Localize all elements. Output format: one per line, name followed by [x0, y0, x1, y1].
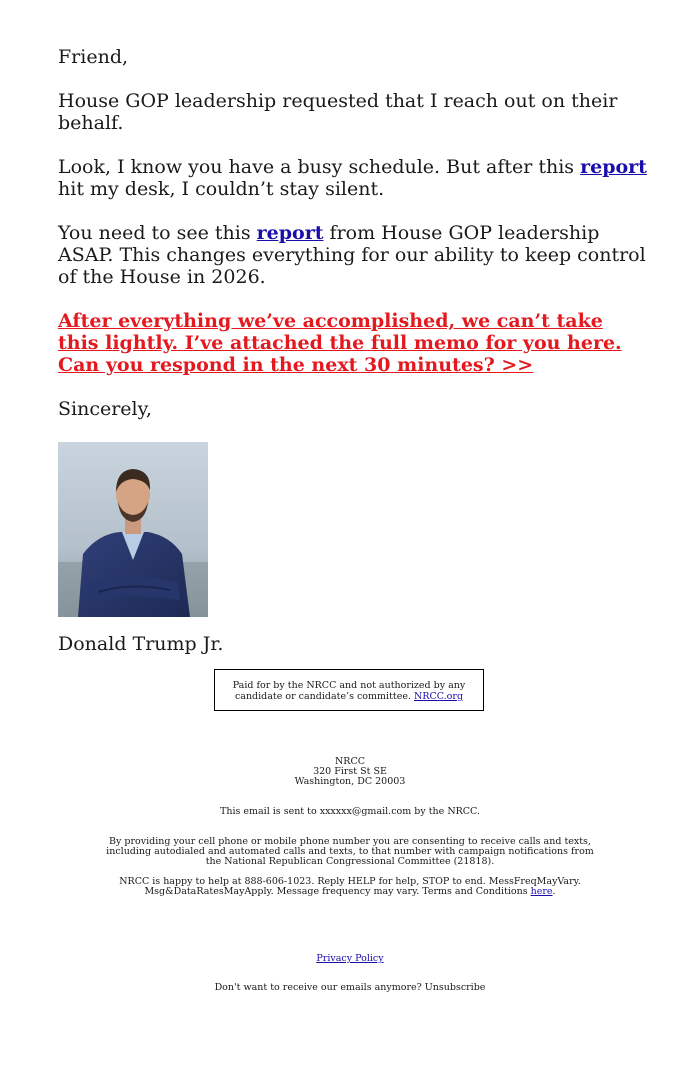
greeting: Friend, [58, 46, 129, 68]
footer-org: NRCC [334, 756, 365, 767]
disclaimer-text: Paid for by the NRCC and not authorized by any candidate or candidate’s committee. [232, 680, 466, 702]
paragraph-2 [58, 156, 648, 200]
footer-consent: By providing your cell phone or mobile phone number you are consenting to receive calls and texts, including autodialed and automated calls and texts, to that number with campaign notifications from the National Republican Congressional Committee (21818). [106, 836, 594, 867]
paragraph-3-text-b: from House GOP leadership ASAP. This changes everything for our ability to keep control of the House in 2026. [58, 222, 646, 288]
footer-unsubscribe[interactable]: Don't want to receive our emails anymore? Unsubscribe [214, 982, 486, 993]
footer-address [90, 757, 610, 787]
signature: Donald Trump Jr. [58, 633, 224, 655]
footer-help-text: NRCC is happy to help at 888-606-1023. Reply HELP for help, STOP to end. MessFreqMayVary. Msg&DataRatesMayApply. Message frequency may vary. Terms and Conditions [119, 876, 581, 897]
cta-link[interactable]: After everything we’ve accomplished, we can’t take this lightly. I’ve attached the full memo for you here. Can you respond in the next 30 minutes? >> [58, 310, 622, 376]
paragraph-3 [58, 222, 648, 288]
paragraph-2-text-a: Look, I know you have a busy schedule. But after this [58, 156, 581, 178]
report-link-2[interactable]: report [256, 222, 324, 244]
paid-for-disclaimer [214, 669, 484, 711]
paragraph-1: House GOP leadership requested that I reach out on their behalf. [58, 90, 618, 134]
report-link-1[interactable]: report [580, 156, 647, 178]
signer-photo [58, 442, 208, 617]
footer-help-end: . [552, 886, 556, 897]
email-body [58, 46, 648, 657]
paragraph-2-text-b: hit my desk, I couldn’t stay silent. [58, 178, 385, 200]
privacy-policy-link[interactable]: Privacy Policy [316, 953, 384, 964]
paragraph-3-text-a: You need to see this [58, 222, 257, 244]
footer-address-line-1: 320 First St SE [313, 766, 387, 777]
terms-link[interactable]: here [530, 886, 553, 897]
footer-privacy [90, 954, 610, 964]
footer-sent-to: This email is sent to xxxxxx@gmail.com by the NRCC. [219, 806, 481, 817]
footer-help [110, 877, 590, 897]
nrcc-org-link[interactable]: NRCC.org [414, 691, 464, 702]
signoff: Sincerely, [58, 398, 152, 420]
footer-address-line-2: Washington, DC 20003 [294, 776, 406, 787]
